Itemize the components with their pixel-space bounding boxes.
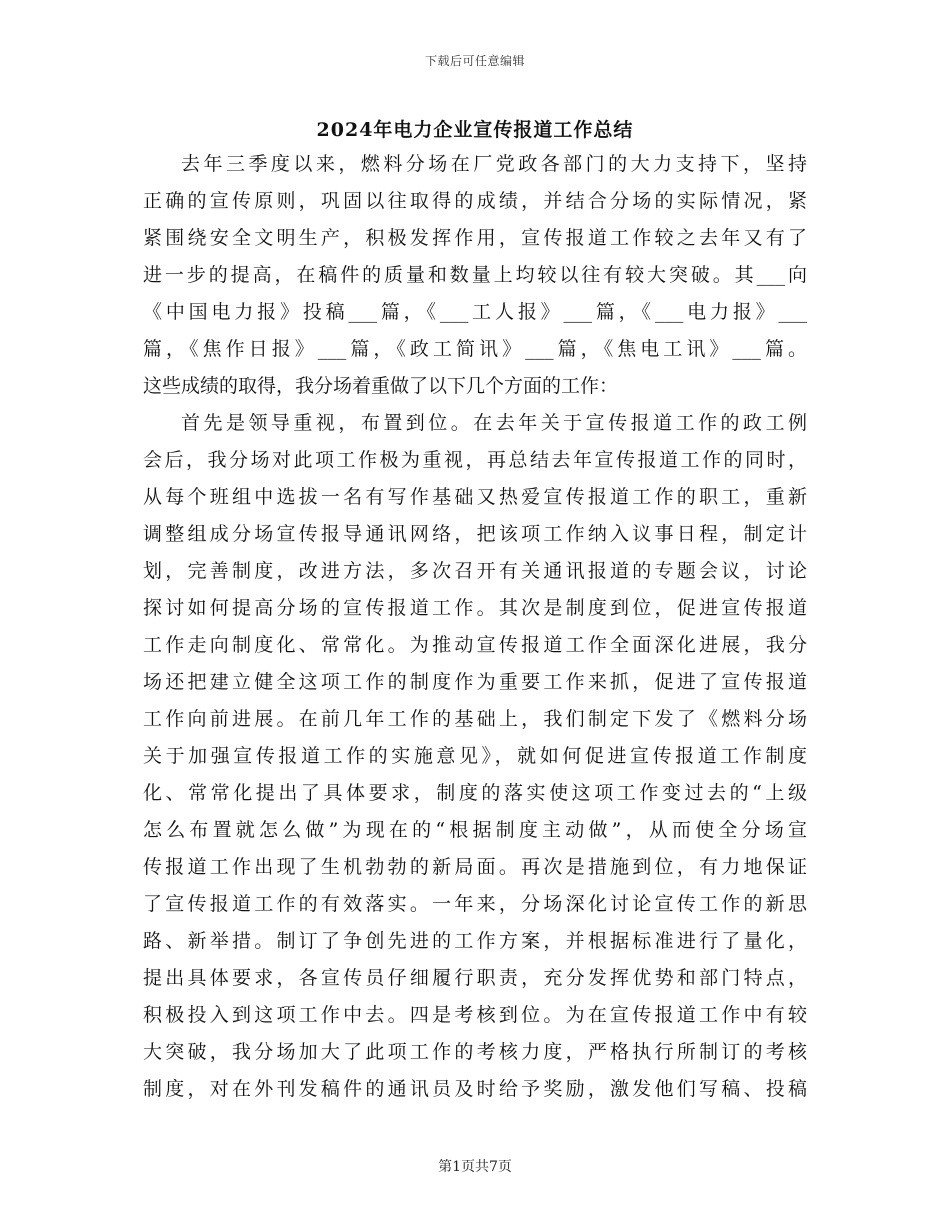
text-line: 路、新举措。制订了争创先进的工作方案，并根据标准进行了量化， (143, 930, 807, 952)
text-line: 紧围绕安全文明生产，积极发挥作用，宣传报道工作较之去年又有了 (143, 227, 807, 249)
text-line: 场还把建立健全这项工作的制度作为重要工作来抓，促进了宣传报道 (143, 671, 807, 693)
text-line: 工作走向制度化、常常化。为推动宣传报道工作全面深化进展，我分 (143, 634, 807, 656)
text-line: 从每个班组中选拔一名有写作基础又热爱宣传报道工作的职工，重新 (143, 486, 807, 508)
text-line: 制度，对在外刊发稿件的通讯员及时给予奖励，激发他们写稿、投稿 (143, 1078, 807, 1100)
text-line: 传报道工作出现了生机勃勃的新局面。再次是措施到位，有力地保证 (143, 856, 807, 878)
text-line: 去年三季度以来，燃料分场在厂党政各部门的大力支持下，坚持 (181, 153, 807, 175)
text-line: 调整组成分场宣传报导通讯网络，把该项工作纳入议事日程，制定计 (143, 523, 807, 545)
text-line: 大突破，我分场加大了此项工作的考核力度，严格执行所制订的考核 (143, 1041, 807, 1063)
text-line: 正确的宣传原则，巩固以往取得的成绩，并结合分场的实际情况，紧 (143, 190, 807, 212)
text-line: 探讨如何提高分场的宣传报道工作。其次是制度到位，促进宣传报道 (143, 597, 807, 619)
text-line: 积极投入到这项工作中去。四是考核到位。为在宣传报道工作中有较 (143, 1004, 807, 1026)
document-title: 2024年电力企业宣传报道工作总结 (316, 119, 634, 141)
page-footer: 第1页共7页 (438, 1159, 512, 1175)
document-body (143, 146, 807, 1108)
text-line: 这些成绩的取得，我分场着重做了以下几个方面的工作： (143, 375, 619, 397)
text-line: 《中国电力报》投稿___篇，《___工人报》___篇，《___电力报》___ (143, 301, 807, 323)
text-line: 篇，《焦作日报》___篇，《政工简讯》___篇，《焦电工讯》___篇。 (143, 338, 807, 360)
text-line: 工作向前进展。在前几年工作的基础上，我们制定下发了《燃料分场 (143, 708, 807, 730)
text-line: 会后，我分场对此项工作极为重视，再总结去年宣传报道工作的同时， (143, 449, 807, 471)
text-line: 化、常常化提出了具体要求，制度的落实使这项工作变过去的“上级 (143, 782, 807, 804)
text-line: 怎么布置就怎么做”为现在的“根据制度主动做”，从而使全分场宣 (143, 819, 807, 841)
header-note: 下载后可任意编辑 (424, 54, 525, 68)
text-line: 提出具体要求，各宣传员仔细履行职责，充分发挥优势和部门特点， (143, 967, 807, 989)
text-line: 进一步的提高，在稿件的质量和数量上均较以往有较大突破。其___向 (143, 264, 807, 286)
text-line: 关于加强宣传报道工作的实施意见》，就如何促进宣传报道工作制度 (143, 745, 807, 767)
text-line: 首先是领导重视，布置到位。在去年关于宣传报道工作的政工例 (181, 412, 807, 434)
text-line: 了宣传报道工作的有效落实。一年来，分场深化讨论宣传工作的新思 (143, 893, 807, 915)
text-line: 划，完善制度，改进方法，多次召开有关通讯报道的专题会议，讨论 (143, 560, 807, 582)
